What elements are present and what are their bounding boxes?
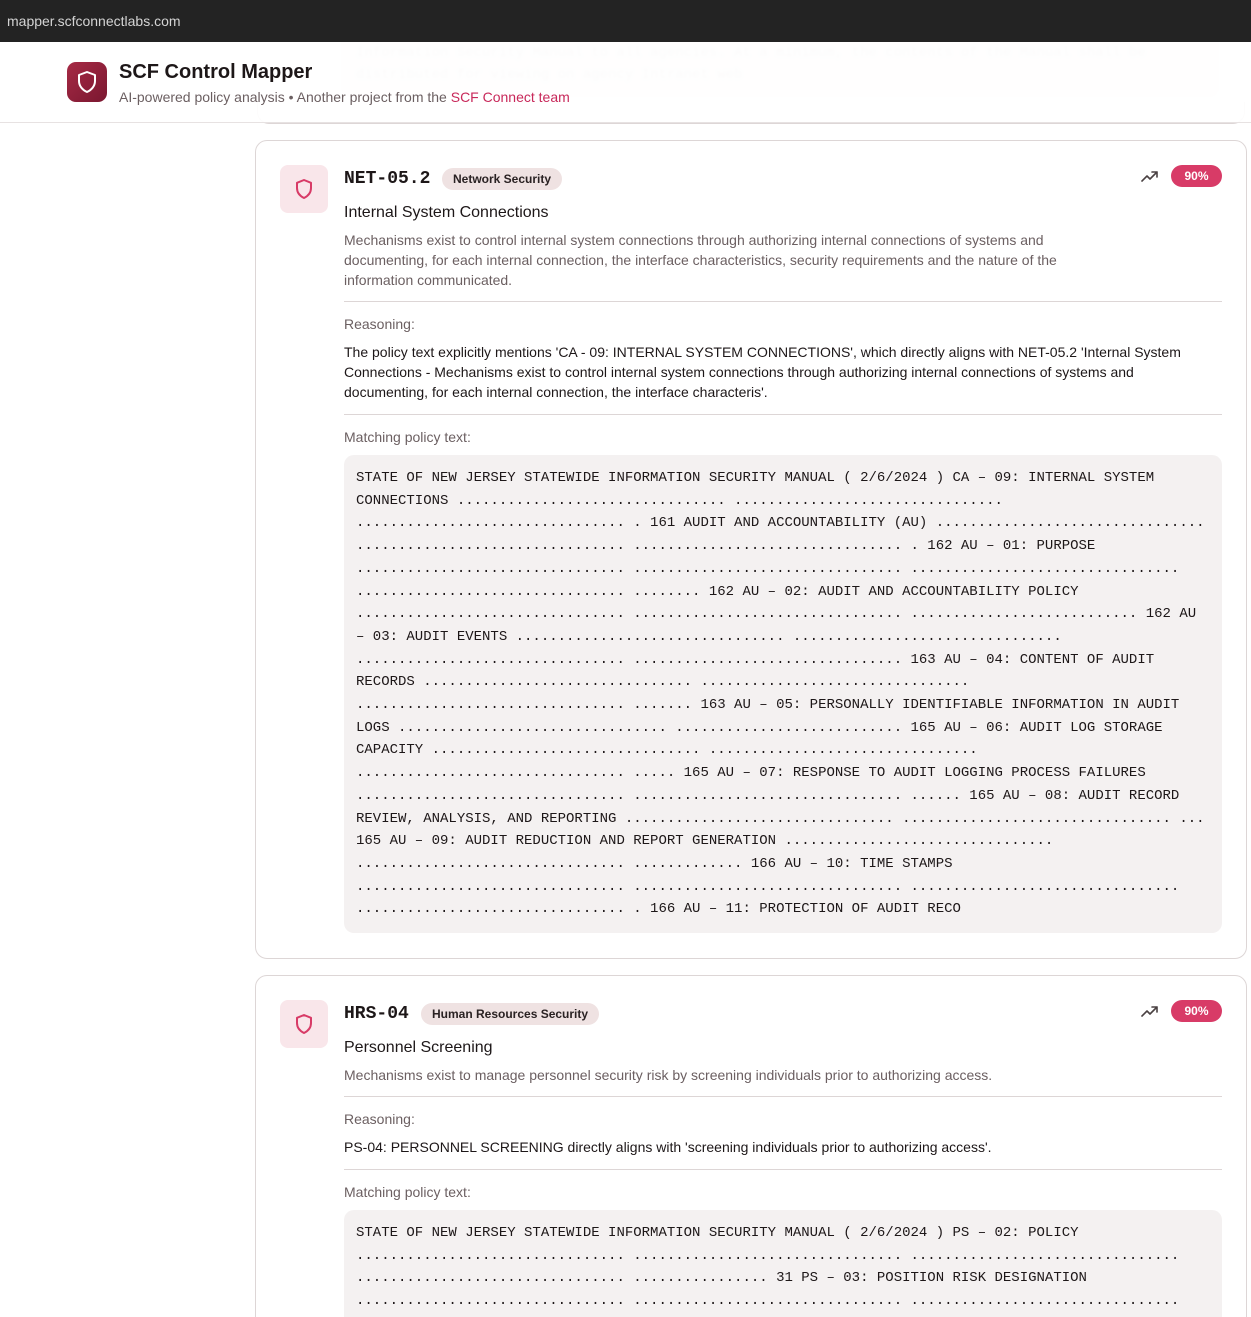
divider: [344, 1169, 1222, 1170]
trending-up-icon: [1141, 169, 1159, 183]
trending-up-icon: [1141, 1004, 1159, 1018]
shield-icon: [280, 165, 328, 213]
divider: [344, 1096, 1222, 1097]
reasoning-text: The policy text explicitly mentions 'CA - 09: INTERNAL SYSTEM CONNECTIONS', which directly aligns with NET-05.2 'Internal System Connections - Mechanisms exist to control internal system connections through authorizing internal connections of systems and documenting, for each internal connection, the interface characteris'.: [344, 344, 1181, 400]
matching-policy-text: STATE OF NEW JERSEY STATEWIDE INFORMATION SECURITY MANUAL ( 2/6/2024 ) PS – 02: POLICY ................................ ................................ ................................ ................................ ................ 31 PS – 03: POSITION RISK DESIGNATION ................................ ................................ ................................: [344, 1210, 1222, 1317]
control-name: Internal System Connections: [344, 204, 549, 221]
confidence-badge: 90%: [1171, 165, 1222, 187]
app-subtitle-text: AI-powered policy analysis • Another project from the: [119, 89, 451, 105]
app-header: [0, 42, 1251, 123]
matching-label: Matching policy text:: [344, 1184, 471, 1200]
reasoning-label: Reasoning:: [344, 316, 415, 332]
reasoning-text: PS-04: PERSONNEL SCREENING directly aligns with 'screening individuals prior to authorizing access'.: [344, 1139, 992, 1155]
control-id: NET-05.2: [344, 169, 431, 189]
control-id: HRS-04: [344, 1004, 409, 1024]
matching-label: Matching policy text:: [344, 429, 471, 445]
scf-connect-team-link[interactable]: SCF Connect team: [450, 89, 570, 105]
url-text: mapper.scfconnectlabs.com: [7, 13, 181, 29]
page-content: [0, 42, 1251, 1317]
control-card-hrs-04: [255, 975, 1247, 1317]
domain-badge: Network Security: [442, 168, 562, 190]
app-title: SCF Control Mapper: [119, 61, 313, 83]
divider: [344, 301, 1222, 302]
control-name: Personnel Screening: [344, 1039, 493, 1056]
confidence-badge: 90%: [1171, 1000, 1222, 1022]
app-logo-shield-icon: [67, 62, 107, 102]
divider: [344, 414, 1222, 415]
control-description: Mechanisms exist to manage personnel security risk by screening individuals prior to authorizing access.: [344, 1067, 993, 1083]
control-card-net-05-2: [255, 140, 1247, 959]
matching-policy-text: STATE OF NEW JERSEY STATEWIDE INFORMATION SECURITY MANUAL ( 2/6/2024 ) CA – 09: INTERNAL SYSTEM CONNECTIONS ................................ ................................ ................................ . 161 AUDIT AND ACCOUNTABILITY (AU) ................................ ................................ ................................ . 162 AU – 01: PURPOSE ................................ ................................ ................................ ................................ ........ 162 AU – 02: AUDIT AND ACCOUNTABILITY POLICY ................................ ................................ ........................... 162 AU – 03: AUDIT EVENTS ................................ ................................ ................................ ................................ 163 AU – 04: CONTENT OF AUDIT RECORDS ................................ ................................ ................................ ....... 163 AU – 05: PERSONALLY IDENTIFIABLE INFORMATION IN AUDIT LOGS ................................ ........................... 165 AU – 06: AUDIT LOG STORAGE CAPACITY ................................ ................................ ................................ ..... 165 AU – 07: RESPONSE TO AUDIT LOGGING PROCESS FAILURES ................................ ................................ ...... 165 AU – 08: AUDIT RECORD REVIEW, ANALYSIS, AND REPORTING ................................ ................................ ... 165 AU – 09: AUDIT REDUCTION AND REPORT GENERATION ................................ ................................ ............. 166 AU – 10: TIME STAMPS ................................ ................................ ................................ ................................ . 166 AU – 11: PROTECTION OF AUDIT RECO: [344, 455, 1222, 933]
control-description: Mechanisms exist to control internal system connections through authorizing internal connections of systems and documenting, for each internal connection, the interface characteristics, security requirements and the nature of the information communicated.: [344, 232, 1057, 288]
domain-badge: Human Resources Security: [421, 1003, 599, 1025]
browser-url-bar[interactable]: [0, 0, 1251, 42]
shield-icon: [280, 1000, 328, 1048]
app-subtitle: [119, 89, 570, 105]
reasoning-label: Reasoning:: [344, 1111, 415, 1127]
